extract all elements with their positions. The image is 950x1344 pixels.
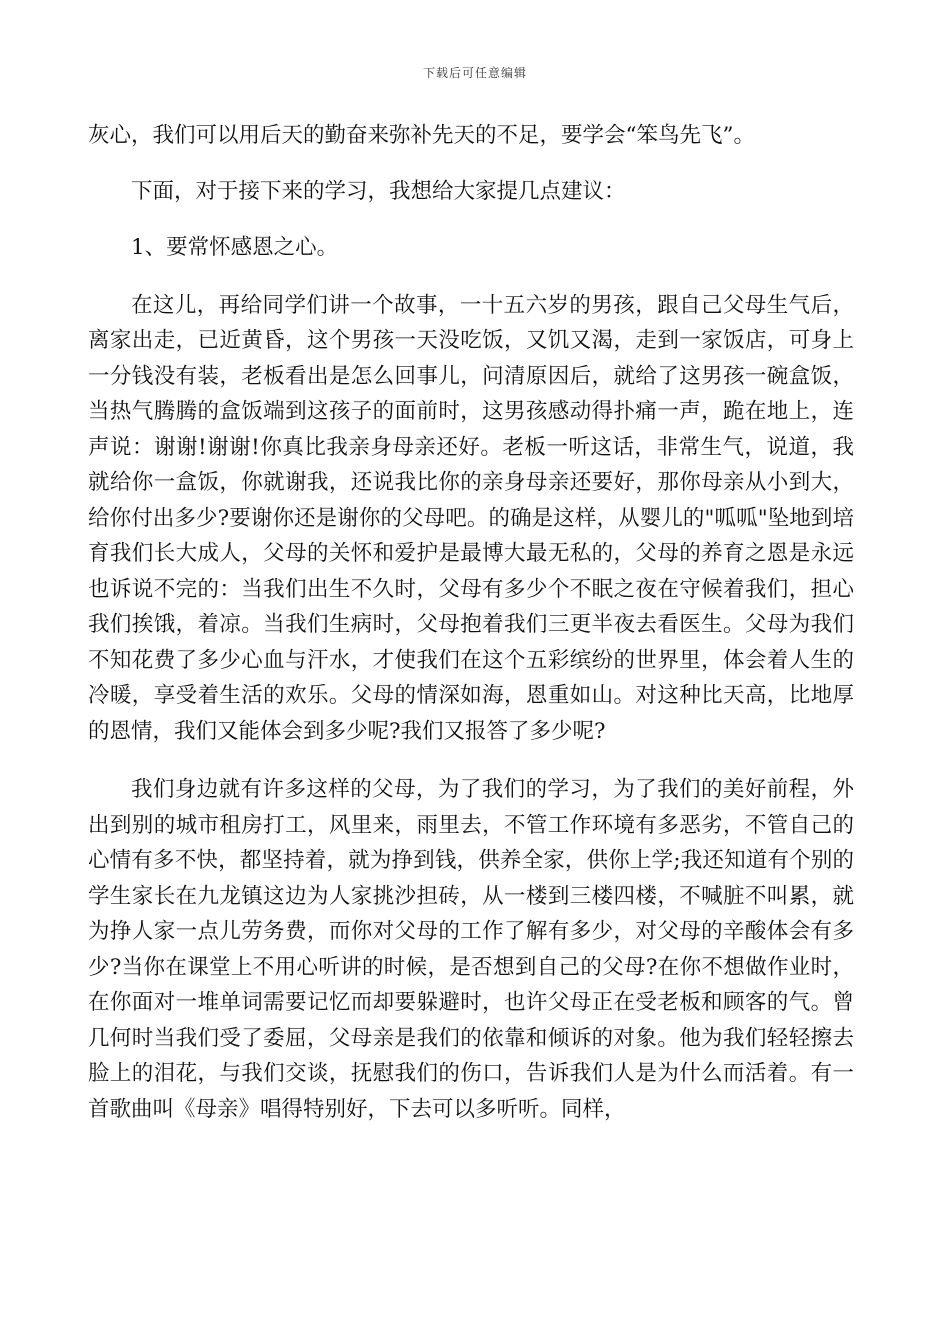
document-body (88, 118, 854, 1127)
paragraph-heading: 1、要常怀感恩之心。 (131, 235, 339, 260)
paragraph-intro: 下面，对于接下来的学习，我想给大家提几点建议： (131, 178, 626, 204)
paragraph-continuation: 灰心，我们可以用后天的勤奋来弥补先天的不足，要学会“笨鸟先飞”。 (88, 123, 755, 148)
paragraph-parents: 我们身边就有许多这样的父母，为了我们的学习，为了我们的美好前程，外出到别的城市租房打工，风里来，雨里去，不管工作环境有多恶劣，不管自己的心情有多不快，都坚持着，就为挣到钱，供养全家，供你上学;我还知道有个别的学生家长在九龙镇这边为人家挑沙担砖，从一楼到三楼四楼，不喊脏不叫累，就为挣人家一点儿劳务费，而你对父母的工作了解有多少，对父母的辛酸体会有多少?当你在课堂上不用心听讲的时候，是否想到自己的父母?在你不想做作业时，在你面对一堆单词需要记忆而却要躲避时，也许父母正在受老板和顾客的气。曾几何时当我们受了委屈，父母亲是我们的依靠和倾诉的对象。他为我们轻轻擦去脸上的泪花，与我们交谈，抚慰我们的伤口，告诉我们人是为什么而活着。有一首歌曲叫《母亲》唱得特别好，下去可以多听听。同样， (88, 777, 854, 1122)
page-header: 下载后可任意编辑 (422, 66, 527, 80)
paragraph-story: 在这儿，再给同学们讲一个故事，一十五六岁的男孩，跟自己父母生气后，离家出走，已近黄昏，这个男孩一天没吃饭，又饥又渴，走到一家饭店，可身上一分钱没有装，老板看出是怎么回事儿，问清原因后，就给了这男孩一碗盒饭，当热气腾腾的盒饭端到这孩子的面前时，这男孩感动得扑痛一声，跪在地上，连声说：谢谢!谢谢!你真比我亲身母亲还好。老板一听这话，非常生气，说道，我就给你一盒饭，你就谢我，还说我比你的亲身母亲还要好，那你母亲从小到大，给你付出多少?要谢你还是谢你的父母吧。的确是这样，从婴儿的"呱呱"坠地到培育我们长大成人，父母的关怀和爱护是最博大最无私的，父母的养育之恩是永远也诉说不完的：当我们出生不久时，父母有多少个不眠之夜在守候着我们，担心我们挨饿，着凉。当我们生病时，父母抱着我们三更半夜去看医生。父母为我们不知花费了多少心血与汗水，才使我们在这个五彩缤纷的世界里，体会着人生的冷暖，享受着生活的欢乐。父母的情深如海，恩重如山。对这种比天高，比地厚的恩情，我们又能体会到多少呢?我们又报答了多少呢? (88, 292, 854, 744)
